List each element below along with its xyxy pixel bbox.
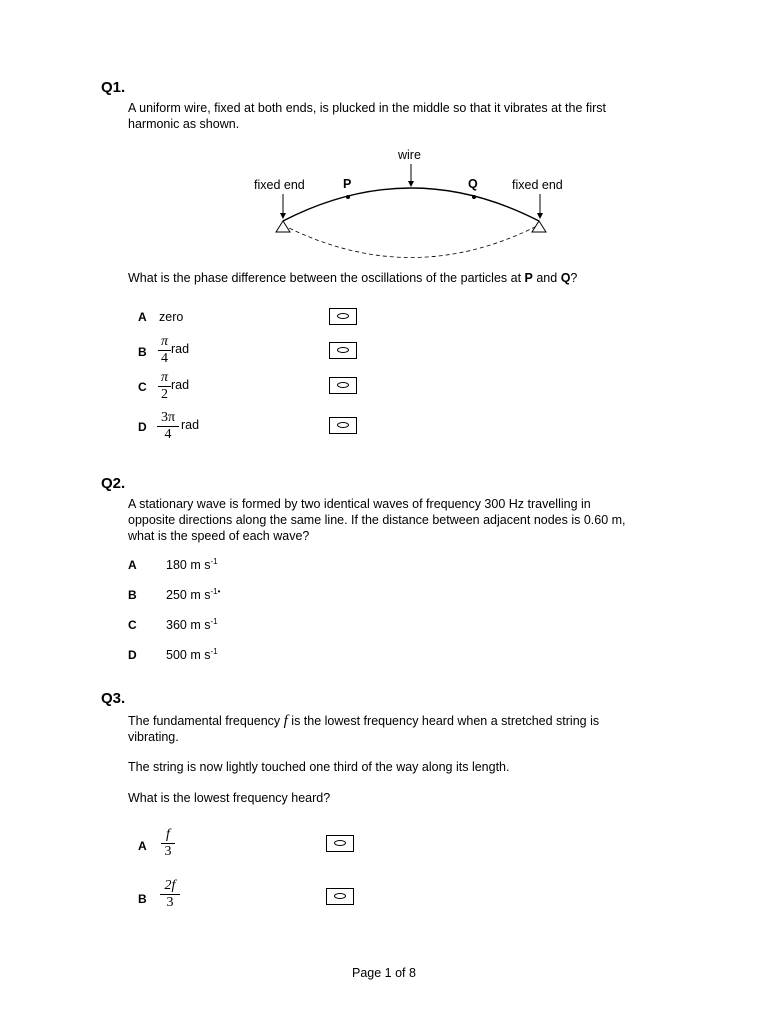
q1-option-b-unit: rad [171, 342, 190, 356]
point-p-label: P [343, 177, 352, 191]
q1-option-a-letter: A [138, 310, 147, 324]
q1-option-d-letter: D [138, 420, 147, 434]
q3-option-b-den: 3 [166, 895, 174, 910]
q1-question-and: and [532, 271, 561, 285]
q2-option-d [166, 647, 218, 662]
q1-option-b-den: 4 [161, 351, 168, 366]
q1-option-d-num: 3π [160, 410, 176, 425]
q3-stem-line2: vibrating. [128, 730, 179, 744]
q3-option-b-bubble[interactable] [326, 888, 354, 905]
q3-option-a-num: f [166, 827, 170, 842]
q3-option-a-letter: A [138, 839, 147, 853]
q2-option-d-text: 500 m s [166, 648, 211, 663]
q1-option-d-bubble[interactable] [329, 417, 357, 434]
q2-number: Q2. [101, 475, 126, 492]
q2-stem-line3: what is the speed of each wave? [128, 529, 310, 543]
q2-option-c-exp: -1 [210, 617, 218, 626]
q2-option-d-letter: D [128, 648, 137, 662]
fixed-end-right-label: fixed end [512, 178, 563, 192]
wire-label: wire [398, 148, 421, 162]
q3-line3: What is the lowest frequency heard? [128, 791, 331, 805]
q1-stem-line1: A uniform wire, fixed at both ends, is plucked in the middle so that it vibrates at the first [128, 101, 607, 115]
q3-option-a-fraction [161, 828, 175, 859]
wire-diagram-drawing [0, 0, 768, 260]
q2-option-c [166, 617, 218, 632]
q1-stem-line2: harmonic as shown. [128, 117, 240, 131]
q1-option-b-bubble[interactable] [329, 342, 357, 359]
q3-stem-pre: The fundamental frequency [128, 714, 284, 728]
q1-option-c-den: 2 [161, 387, 168, 402]
q2-option-a-exp: -1 [210, 557, 218, 566]
q1-option-a-bubble[interactable] [329, 308, 357, 325]
q1-option-d-den: 4 [164, 427, 172, 442]
q1-question-text: What is the phase difference between the oscillations of the particles at [128, 271, 525, 285]
q1-question [128, 270, 577, 286]
q3-option-a-den: 3 [164, 844, 172, 859]
q3-option-a-bubble[interactable] [326, 835, 354, 852]
q1-option-c-unit: rad [171, 378, 190, 392]
q1-option-b-fraction [158, 335, 171, 366]
q3-stem-line1 [128, 713, 599, 729]
q1-option-a-text: zero [159, 310, 184, 324]
q2-stem-line2: opposite directions along the same line. If the distance between adjacent nodes is 0.60 m, [128, 513, 626, 527]
q1-question-q: Q [560, 271, 571, 285]
q3-stem-f: f [283, 713, 288, 729]
q2-option-a [166, 557, 218, 572]
q2-option-c-text: 360 m s [166, 618, 211, 633]
q1-option-c-bubble[interactable] [329, 377, 357, 394]
q1-number: Q1. [101, 79, 126, 96]
q1-question-end: ? [570, 271, 578, 285]
q1-option-b-num: π [160, 334, 168, 349]
q1-option-d-fraction [157, 411, 179, 442]
q3-option-b-letter: B [138, 892, 147, 906]
q3-stem-post: is the lowest frequency heard when a stretched string is [287, 714, 600, 728]
q3-option-b-fraction [160, 879, 180, 910]
q1-option-b-letter: B [138, 345, 147, 359]
point-q-label: Q [468, 177, 478, 191]
q2-option-c-letter: C [128, 618, 137, 632]
q2-option-b-letter: B [128, 588, 137, 602]
q2-option-b-text: 250 m s [166, 588, 211, 603]
q1-option-c-letter: C [138, 380, 147, 394]
q2-option-a-letter: A [128, 558, 137, 572]
q2-option-d-exp: -1 [210, 647, 218, 656]
q3-number: Q3. [101, 690, 126, 707]
q2-option-b-exp: -1• [210, 587, 221, 596]
q1-option-c-fraction [158, 371, 171, 402]
q1-option-c-num: π [160, 370, 168, 385]
fixed-end-left-label: fixed end [254, 178, 305, 192]
q3-line2: The string is now lightly touched one third of the way along its length. [128, 760, 510, 774]
q1-option-d-unit: rad [181, 418, 200, 432]
q2-option-a-text: 180 m s [166, 558, 211, 573]
q3-option-b-num: 2f [164, 878, 176, 893]
q1-question-p: P [524, 271, 533, 285]
q2-stem-line1: A stationary wave is formed by two identical waves of frequency 300 Hz travelling in [128, 497, 591, 511]
page-footer: Page 1 of 8 [352, 966, 416, 980]
q2-option-b [166, 587, 220, 602]
